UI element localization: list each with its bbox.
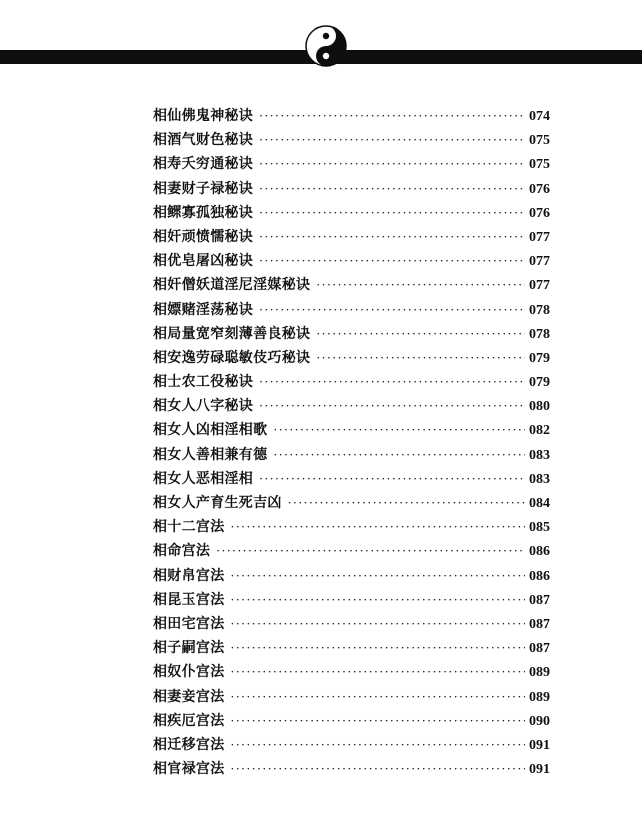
toc-entry[interactable] (153, 636, 550, 660)
toc-entry-title: 相妻财子禄秘诀 (153, 180, 254, 197)
toc-entry-title: 相安逸劳碌聪敏伎巧秘诀 (153, 349, 311, 366)
toc-entry-page-number: 089 (529, 665, 550, 681)
toc-entry-title: 相局量宽窄刻薄善良秘诀 (153, 325, 311, 342)
toc-entry-page-number: 079 (529, 350, 550, 366)
toc-entry[interactable] (153, 685, 550, 709)
toc-entry-title: 相十二宫法 (153, 519, 225, 536)
toc-entry[interactable] (153, 322, 550, 346)
toc-entry-title: 相田宅宫法 (153, 615, 225, 632)
dot-leader (231, 612, 526, 636)
toc-entry[interactable] (153, 733, 550, 757)
toc-entry[interactable] (153, 757, 550, 781)
toc-entry-title: 相寿夭穷通秘诀 (153, 156, 254, 173)
toc-entry-title: 相女人恶相淫相 (153, 470, 254, 487)
toc-entry-page-number: 084 (529, 496, 550, 511)
dot-leader (231, 564, 526, 588)
toc-entry-title: 相女人善相兼有德 (153, 446, 268, 463)
toc-entry-title: 相子嗣宫法 (153, 640, 225, 657)
dot-leader (231, 733, 526, 757)
toc-entry[interactable] (153, 273, 550, 297)
toc-entry-page-number: 076 (529, 181, 550, 197)
toc-entry[interactable] (153, 104, 550, 128)
toc-entry[interactable] (153, 370, 550, 394)
dot-leader (259, 298, 525, 322)
yin-yang-icon (305, 25, 347, 67)
toc-entry-page-number: 087 (529, 641, 550, 657)
dot-leader (231, 588, 526, 612)
toc-entry-page-number: 079 (529, 375, 550, 391)
toc-entry-page-number: 087 (529, 616, 550, 632)
dot-leader (316, 346, 525, 370)
dot-leader (273, 418, 525, 442)
toc-entry-title: 相疾厄宫法 (153, 712, 225, 729)
toc-entry-page-number: 089 (529, 689, 550, 705)
toc-entry-title: 相女人凶相淫相歌 (153, 422, 268, 439)
dot-leader (259, 225, 525, 249)
toc-entry-title: 相女人产育生死吉凶 (153, 495, 282, 511)
dot-leader (231, 660, 526, 684)
toc-entry-page-number: 077 (529, 254, 550, 270)
toc-entry[interactable] (153, 418, 550, 442)
toc-entry-title: 相女人八字秘诀 (153, 398, 254, 415)
toc-entry-title: 相奸顽愤懦秘诀 (153, 228, 254, 245)
dot-leader (259, 394, 525, 418)
toc-entry-title: 相仙佛鬼神秘诀 (153, 108, 254, 124)
toc-entry[interactable] (153, 443, 550, 467)
toc-entry-page-number: 078 (529, 302, 550, 318)
toc-entry[interactable] (153, 660, 550, 684)
toc-entry[interactable] (153, 467, 550, 491)
table-of-contents (153, 104, 550, 781)
dot-leader (231, 709, 526, 733)
toc-entry-page-number: 091 (529, 737, 550, 753)
toc-entry-page-number: 080 (529, 399, 550, 415)
dot-leader (259, 104, 525, 128)
dot-leader (216, 539, 525, 563)
toc-entry-title: 相财帛宫法 (153, 567, 225, 584)
dot-leader (316, 322, 525, 346)
toc-entry[interactable] (153, 249, 550, 273)
toc-entry[interactable] (153, 177, 550, 201)
toc-entry[interactable] (153, 612, 550, 636)
toc-entry-title: 相奴仆宫法 (153, 664, 225, 681)
toc-entry-page-number: 078 (529, 326, 550, 342)
toc-entry-title: 相命宫法 (153, 543, 211, 560)
dot-leader (231, 685, 526, 709)
dot-leader (231, 515, 526, 539)
toc-entry-page-number: 075 (529, 157, 550, 173)
dot-leader (288, 491, 525, 515)
dot-leader (259, 177, 525, 201)
dot-leader (259, 249, 525, 273)
toc-entry-title: 相酒气财色秘诀 (153, 132, 254, 149)
toc-entry[interactable] (153, 709, 550, 733)
dot-leader (259, 370, 525, 394)
toc-entry-page-number: 086 (529, 568, 550, 584)
dot-leader (259, 152, 525, 176)
toc-entry-page-number: 083 (529, 447, 550, 463)
toc-entry-title: 相奸僧妖道淫尼淫媒秘诀 (153, 277, 311, 294)
toc-entry-title: 相优皂屠凶秘诀 (153, 253, 254, 270)
toc-entry[interactable] (153, 225, 550, 249)
toc-entry-page-number: 075 (529, 133, 550, 149)
dot-leader (316, 273, 525, 297)
toc-entry-page-number: 087 (529, 592, 550, 608)
toc-entry-page-number: 076 (529, 205, 550, 221)
dot-leader (231, 757, 526, 781)
toc-entry[interactable] (153, 588, 550, 612)
toc-entry-page-number: 090 (529, 713, 550, 729)
toc-entry[interactable] (153, 515, 550, 539)
dot-leader (259, 201, 525, 225)
toc-entry[interactable] (153, 564, 550, 588)
toc-entry-title: 相嫖赌淫荡秘诀 (153, 301, 254, 318)
toc-entry[interactable] (153, 152, 550, 176)
toc-entry-page-number: 077 (529, 278, 550, 294)
dot-leader (273, 443, 525, 467)
toc-entry[interactable] (153, 201, 550, 225)
toc-entry[interactable] (153, 346, 550, 370)
dot-leader (259, 467, 525, 491)
toc-entry-title: 相妻妾宫法 (153, 688, 225, 705)
toc-entry-title: 相鳏寡孤独秘诀 (153, 204, 254, 221)
toc-entry[interactable] (153, 298, 550, 322)
toc-entry[interactable] (153, 491, 550, 515)
toc-entry-title: 相官禄宫法 (153, 761, 225, 778)
toc-entry-title: 相昆玉宫法 (153, 591, 225, 608)
toc-entry-page-number: 085 (529, 520, 550, 536)
toc-entry-page-number: 077 (529, 229, 550, 245)
toc-entry-page-number: 083 (529, 471, 550, 487)
toc-entry-title: 相士农工役秘诀 (153, 374, 254, 391)
dot-leader (231, 636, 526, 660)
dot-leader (259, 128, 525, 152)
toc-entry-page-number: 086 (529, 544, 550, 560)
toc-entry[interactable] (153, 394, 550, 418)
toc-entry-page-number: 082 (529, 423, 550, 439)
toc-entry[interactable] (153, 539, 550, 563)
toc-entry-page-number: 091 (529, 762, 550, 778)
toc-entry-page-number: 074 (529, 109, 550, 124)
toc-entry-title: 相迁移宫法 (153, 736, 225, 753)
toc-entry[interactable] (153, 128, 550, 152)
